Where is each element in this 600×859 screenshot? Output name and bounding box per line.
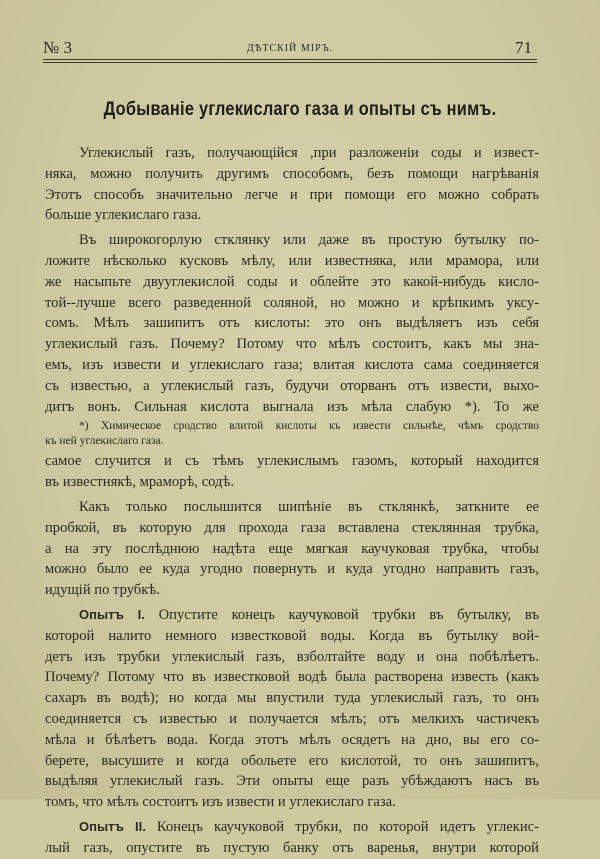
article-body: [45, 143, 539, 859]
text-line: самое случится и съ тѣмъ углекислымъ газомъ, который находится: [45, 453, 539, 470]
text-line: въ известнякѣ, мраморѣ, содѣ.: [45, 474, 235, 491]
running-header: [43, 38, 537, 64]
text-line: Опытъ II. Конецъ каучуковой трубки, по которой идетъ углекис-: [79, 818, 540, 835]
experiment-2-label: Опытъ II.: [79, 818, 146, 834]
text-line: томъ, что мѣлъ состоитъ изъ извести и углекислаго газа.: [45, 794, 396, 811]
text-line: Въ широкогорлую стклянку или даже въ простую бутылку по-: [79, 232, 539, 249]
footnote-line: къ ней углекислаго газа.: [45, 435, 164, 448]
paragraph-2-cont: [45, 451, 539, 493]
text-line: съ известью, а углекислый газъ, будучи оторванъ отъ извести, выхо-: [45, 377, 539, 394]
text-line: Почему? Потому что въ известковой водѣ была растворена известь (какъ: [45, 669, 539, 686]
issue-number: № 3: [43, 38, 72, 57]
text-line: которой налито немного известковой воды. Когда въ бутылку вой-: [45, 627, 539, 644]
footnote-line: *) Химическое сродство влитой кислоты къ извести сильнѣе, чѣмъ сродство: [79, 420, 539, 433]
text-line: берете, высушите и когда обольете его кислотой, то онъ зашипитъ,: [45, 752, 539, 769]
text-line: пробкой, въ которую для прохода газа вставлена стеклянная трубка,: [45, 519, 539, 536]
experiment-1-label: Опытъ I.: [79, 606, 145, 622]
experiment-2: [45, 817, 539, 859]
text-line: лый газъ, опустите въ пустую банку отъ варенья, внутри которой: [45, 839, 539, 856]
paragraph-1: [45, 143, 539, 226]
text-line: можно было ее куда угодно повернуть и куда угодно направить газъ,: [45, 561, 539, 578]
text-line: дитъ вонъ. Сильная кислота выгнала изъ мѣла слабую *). То же: [45, 398, 539, 415]
text-line: выдѣляя углекислый газъ. Эти опыты еще разъ убѣждаютъ насъ въ: [45, 773, 539, 790]
article-title: Добываніе углекислаго газа и опыты съ нимъ.: [103, 99, 497, 120]
header-rule-thick: [43, 59, 537, 60]
page-number: 71: [515, 38, 532, 57]
text-line: Этотъ способъ значительно легче и при помощи его можно собрать: [45, 186, 539, 203]
text-line: мѣла и бѣлѣетъ вода. Когда этотъ мѣлъ осядетъ на дно, вы его со-: [45, 731, 539, 748]
text-line: ложите нѣсколько кусковъ мѣлу, или известняка, или мрамора, или: [45, 252, 539, 269]
text-line: емъ, изъ извести и углекислаго газа; влитая кислота сама соединяется: [45, 356, 539, 373]
journal-title: ДѢТСКІЙ МІРЪ.: [246, 43, 334, 54]
text-line: углекислый газъ. Почему? Потому что мѣлъ состоитъ, какъ мы зна-: [45, 336, 539, 353]
paragraph-2: [45, 230, 539, 417]
text-line: той--лучше всего разведенной соляной, но можно и крѣпкимъ уксу-: [45, 294, 539, 311]
text-line: сомъ. Мѣлъ зашипитъ отъ кислоты: это онъ выдѣляетъ изъ себя: [45, 315, 539, 332]
text-line: няка, можно получить другимъ способомъ, безъ помощи нагрѣванія: [45, 165, 539, 182]
text-line: соединяется съ известью и получается мѣлъ; отъ мелкихъ частичекъ: [45, 710, 539, 727]
footnote: [45, 419, 539, 449]
text-line: Опытъ I. Опустите конецъ каучуковой трубки въ бутылку, въ: [79, 606, 539, 623]
experiment-1: [45, 605, 539, 813]
text-line: Углекислый газъ, получающійся ,при разложеніи соды и извест-: [79, 145, 539, 161]
text-line: Какъ только послышится шипѣніе въ стклянкѣ, заткните ее: [79, 498, 539, 515]
text-line: больше углекислаго газа.: [45, 207, 202, 224]
text-line: же насыпьте двууглекислой соды и облейте это какой-нибудь кисло-: [45, 273, 539, 290]
text-line: детъ изъ трубки углекислый газъ, взболтайте воду и она побѣлѣетъ.: [45, 648, 539, 665]
header-rule-thin: [43, 62, 537, 63]
paragraph-3: [45, 497, 539, 601]
text-line: а на эту послѣднюю надѣта еще мягкая каучуковая трубка, чтобы: [45, 540, 539, 557]
text-line: сахаръ въ водѣ); но когда мы впустили туда углекислый газъ, то онъ: [45, 690, 539, 707]
text-line: идущій по трубкѣ.: [45, 582, 160, 599]
